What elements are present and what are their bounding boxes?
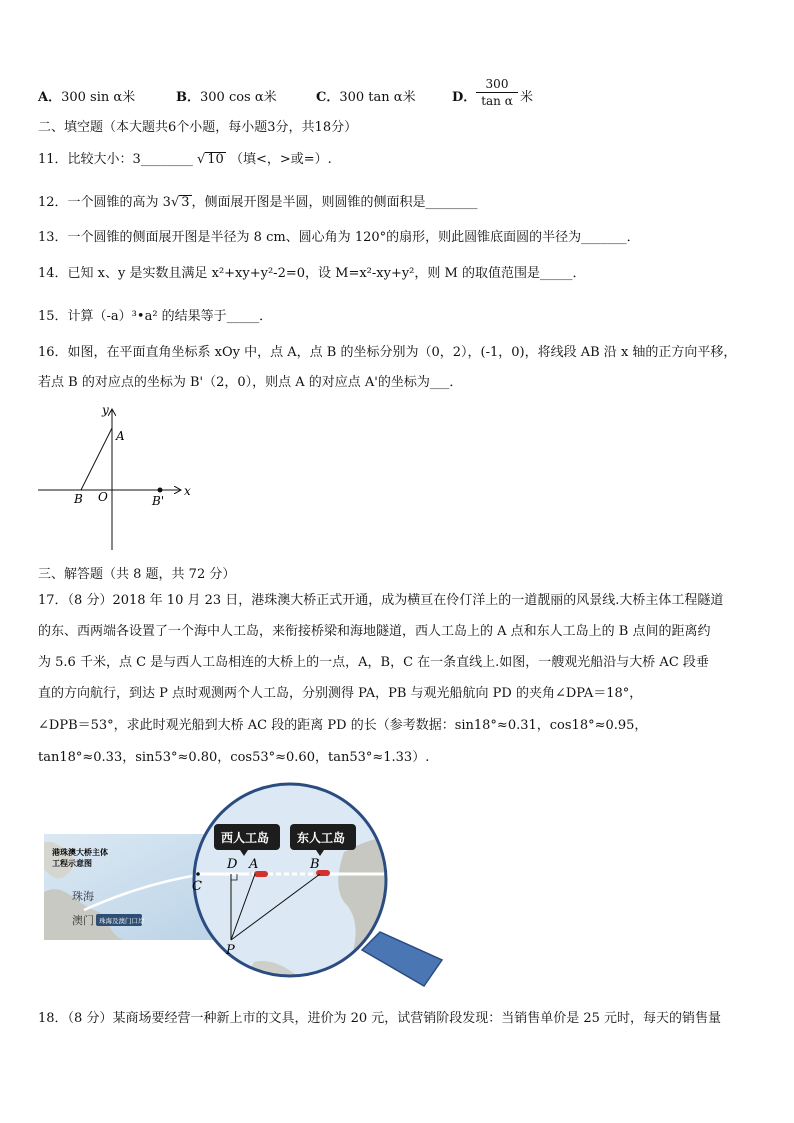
option-d-label: D． xyxy=(452,90,477,105)
question-17-line5: ∠DPB＝53°，求此时观光船到大桥 AC 段的距离 PD 的长（参考数据：sin18°≈0.31，cos18°≈0.95， xyxy=(38,718,648,733)
q16-figure xyxy=(30,400,200,555)
question-13: 13．一个圆锥的侧面展开图是半径为 8 cm、圆心角为 120°的扇形，则此圆锥底面圆的半径为_______． xyxy=(38,230,640,245)
question-14: 14．已知 x、y 是实数且满足 x²+xy+y²-2=0，设 M=x²-xy+y²，则 M 的取值范围是_____． xyxy=(38,266,586,281)
question-17-line2: 的东、西两端各设置了一个海中人工岛，来衔接桥梁和海地隧道，西人工岛上的 A 点和东人工岛上的 B 点间的距离约 xyxy=(38,624,711,639)
option-d-fraction xyxy=(476,76,518,109)
question-16-line2: 若点 B 的对应点的坐标为 B'（2，0），则点 A 的对应点 A'的坐标为___． xyxy=(38,375,463,390)
q17-figure xyxy=(44,782,454,990)
x-axis-label: x xyxy=(184,484,191,498)
section-3-heading: 三、解答题（共 8 题，共 72 分） xyxy=(38,567,236,582)
option-a xyxy=(38,88,135,108)
question-17-line4: 直的方向航行，到达 P 点时观测两个人工岛，分别测得 PA，PB 与观光船航向 PD 的夹角∠DPA＝18°， xyxy=(38,686,643,701)
question-17-line1: 17．（8 分）2018 年 10 月 23 日，港珠澳大桥正式开通，成为横亘在伶仃洋上的一道靓丽的风景线.大桥主体工程隧道 xyxy=(38,593,724,608)
segment-ab xyxy=(81,428,112,490)
option-d-numerator: 300 xyxy=(476,76,518,93)
option-d-denominator: tan α xyxy=(481,94,513,108)
question-18: 18．（8 分）某商场要经营一种新上市的文具，进价为 20 元，试营销阶段发现：当销售单价是 25 元时，每天的销售量 xyxy=(38,1011,722,1026)
label-b-prime: B' xyxy=(152,494,165,508)
option-b xyxy=(176,88,277,108)
q12-radical: 3 xyxy=(181,195,190,210)
west-island-label: 西人工岛 xyxy=(221,831,270,845)
q11-radical: 10 xyxy=(207,152,224,167)
label-port: 珠海及澳门口岸 xyxy=(99,917,145,925)
question-16-line1: 16．如图，在平面直角坐标系 xOy 中，点 A，点 B 的坐标分别为（0，2），(-1，0)，将线段 AB 沿 x 轴的正方向平移， xyxy=(38,345,737,360)
label-d: D xyxy=(227,857,238,872)
option-c-label: C． xyxy=(316,90,340,105)
label-a: A xyxy=(249,857,259,872)
question-17-line3: 为 5.6 千米，点 C 是与西人工岛相连的大桥上的一点，A，B，C 在一条直线上.如图，一艘观光船沿与大桥 AC 段垂 xyxy=(38,655,709,670)
sqrt-sign: √ xyxy=(170,195,180,210)
label-c: C xyxy=(192,879,202,894)
label-b: B xyxy=(310,857,320,872)
label-o: O xyxy=(98,490,108,504)
label-p: P xyxy=(226,943,235,958)
question-17-line6: tan18°≈0.33，sin53°≈0.80，cos53°≈0.60，tan53°≈1.33）. xyxy=(38,750,430,765)
q12-pre: 12．一个圆锥的高为 3 xyxy=(38,195,171,210)
label-b: B xyxy=(74,492,83,506)
option-d xyxy=(452,88,476,108)
point-b-prime xyxy=(158,488,163,493)
option-b-label: B． xyxy=(176,90,200,105)
map-title-2: 工程示意图 xyxy=(52,859,92,868)
option-a-label: A． xyxy=(38,90,62,105)
option-c xyxy=(316,88,416,108)
magnifier-handle xyxy=(362,932,442,986)
question-11 xyxy=(38,150,332,170)
option-d-unit: 米 xyxy=(520,90,534,105)
option-a-expr: 300 sin α米 xyxy=(61,90,136,105)
q11-pre: 11．比较大小：3________ xyxy=(38,152,193,167)
map-title-1: 港珠澳大桥主体 xyxy=(52,848,108,857)
label-macau: 澳门 xyxy=(72,914,94,927)
label-a: A xyxy=(116,429,125,443)
point-c xyxy=(196,872,200,876)
q11-post: （填<，>或=）. xyxy=(229,152,332,167)
section-2-heading: 二、填空题（本大题共6个小题，每小题3分，共18分） xyxy=(38,120,358,135)
sqrt-sign: √ xyxy=(196,152,206,167)
option-c-expr: 300 tan α米 xyxy=(339,90,416,105)
label-zhuhai: 珠海 xyxy=(72,890,94,903)
question-12 xyxy=(38,193,478,213)
q12-post: ，侧面展开图是半圆，则圆锥的侧面积是________ xyxy=(191,195,478,210)
question-15: 15．计算（-a）³•a² 的结果等于_____． xyxy=(38,309,273,324)
east-island-label: 东人工岛 xyxy=(297,831,346,845)
option-b-expr: 300 cos α米 xyxy=(200,90,277,105)
y-axis-label: y xyxy=(102,403,109,417)
